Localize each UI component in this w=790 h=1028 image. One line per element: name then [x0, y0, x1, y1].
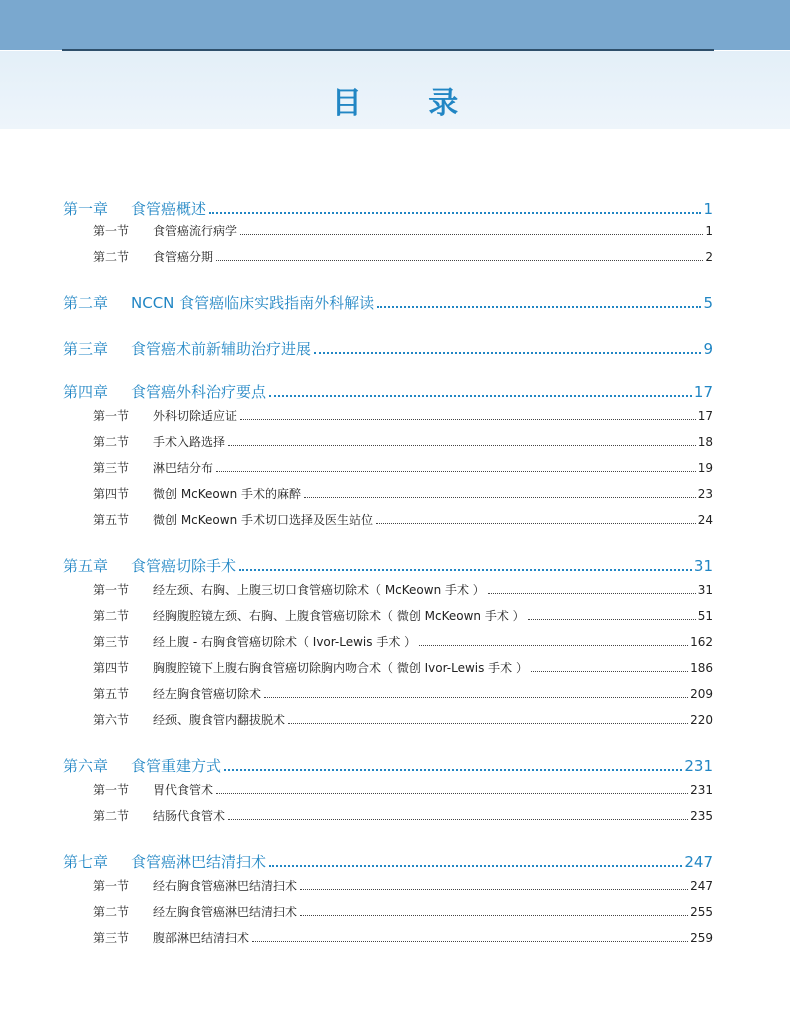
- toc-section-entry[interactable]: [93, 807, 713, 825]
- toc-entry-number: 第三节: [93, 635, 130, 649]
- toc-entry-title: 胃代食管术: [153, 783, 214, 797]
- toc-page-number: 24: [697, 513, 713, 527]
- dot-leader: [264, 697, 688, 698]
- dot-leader: [488, 593, 696, 594]
- toc-chapter-entry[interactable]: [63, 555, 713, 577]
- page-title: 目 录: [331, 86, 487, 121]
- toc-section-entry[interactable]: [93, 581, 713, 599]
- toc-entry-title: 腹部淋巴结清扫术: [153, 931, 250, 945]
- toc-entry-title: 微创 McKeown 手术切口选择及医生站位: [153, 513, 373, 527]
- toc-entry-title: 经颈、腹食管内翻拔脱术: [153, 713, 286, 727]
- toc-page-number: 5: [703, 294, 713, 312]
- toc-entry-title: 经左颈、右胸、上腹三切口食管癌切除术（ McKeown 手术 ）: [153, 583, 485, 597]
- dot-leader: [216, 793, 688, 794]
- dot-leader: [228, 445, 696, 446]
- toc-section-entry[interactable]: [93, 459, 713, 477]
- toc-entry-number: 第三章: [63, 340, 109, 358]
- dot-leader: [377, 306, 701, 308]
- toc-page-number: 1: [703, 200, 713, 218]
- dot-leader: [314, 352, 701, 354]
- toc-section-entry[interactable]: [93, 433, 713, 451]
- toc-entry-title: 淋巴结分布: [153, 461, 214, 475]
- toc-section-entry[interactable]: [93, 633, 713, 651]
- toc-entry-number: 第二节: [93, 809, 130, 823]
- toc-entry-number: 第四节: [93, 661, 130, 675]
- dot-leader: [269, 865, 682, 867]
- dot-leader: [239, 569, 692, 571]
- toc-entry-title: NCCN 食管癌临床实践指南外科解读: [131, 294, 375, 312]
- top-color-band: [0, 0, 790, 50]
- toc-entry-number: 第一节: [93, 409, 130, 423]
- toc-page-number: 1: [705, 224, 713, 238]
- toc-entry-title: 外科切除适应证: [153, 409, 238, 423]
- toc-entry-title: 经胸腹腔镜左颈、右胸、上腹食管癌切除术（ 微创 McKeown 手术 ）: [153, 609, 525, 623]
- dot-leader: [224, 769, 682, 771]
- dot-leader: [209, 212, 701, 214]
- toc-entry-title: 经左胸食管癌切除术: [153, 687, 262, 701]
- toc-entry-number: 第一节: [93, 879, 130, 893]
- toc-page-number: 51: [697, 609, 713, 623]
- toc-page-number: 17: [693, 383, 713, 401]
- toc-entry-number: 第二节: [93, 435, 130, 449]
- toc-entry-title: 食管癌切除手术: [131, 557, 237, 575]
- toc-entry-number: 第二节: [93, 609, 130, 623]
- toc-page-number: 31: [697, 583, 713, 597]
- toc-section-entry[interactable]: [93, 485, 713, 503]
- dot-leader: [531, 671, 688, 672]
- toc-entry-title: 经左胸食管癌淋巴结清扫术: [153, 905, 298, 919]
- toc-page-number: 19: [697, 461, 713, 475]
- toc-page-number: 18: [697, 435, 713, 449]
- dot-leader: [216, 260, 703, 261]
- toc-page-number: 9: [703, 340, 713, 358]
- toc-page-number: 31: [693, 557, 713, 575]
- dot-leader: [300, 915, 688, 916]
- dot-leader: [300, 889, 688, 890]
- toc-entry-title: 食管癌流行病学: [153, 224, 238, 238]
- toc-section-entry[interactable]: [93, 511, 713, 529]
- toc-entry-number: 第二章: [63, 294, 109, 312]
- toc-section-entry[interactable]: [93, 929, 713, 947]
- toc-entry-title: 食管癌术前新辅助治疗进展: [131, 340, 312, 358]
- toc-entry-number: 第六章: [63, 757, 109, 775]
- toc-entry-number: 第一节: [93, 583, 130, 597]
- toc-entry-title: 食管癌分期: [153, 250, 214, 264]
- toc-page-number: 209: [690, 687, 713, 701]
- toc-page-number: 231: [684, 757, 713, 775]
- dot-leader: [252, 941, 688, 942]
- toc-entry-number: 第六节: [93, 713, 130, 727]
- toc-section-entry[interactable]: [93, 659, 713, 677]
- dot-leader: [288, 723, 688, 724]
- toc-page-number: 247: [684, 853, 713, 871]
- toc-entry-number: 第二节: [93, 905, 130, 919]
- toc-page-number: 259: [690, 931, 713, 945]
- toc-page-number: 220: [690, 713, 713, 727]
- toc-entry-number: 第七章: [63, 853, 109, 871]
- toc-section-entry[interactable]: [93, 222, 713, 240]
- dot-leader: [376, 523, 696, 524]
- toc-entry-title: 经右胸食管癌淋巴结清扫术: [153, 879, 298, 893]
- dot-leader: [216, 471, 696, 472]
- dot-leader: [304, 497, 696, 498]
- toc-section-entry[interactable]: [93, 407, 713, 425]
- dot-leader: [528, 619, 696, 620]
- toc-entry-title: 结肠代食管术: [153, 809, 226, 823]
- toc-entry-title: 食管癌外科治疗要点: [131, 383, 267, 401]
- toc-entry-number: 第四节: [93, 487, 130, 501]
- dot-leader: [240, 234, 703, 235]
- toc-page-number: 235: [690, 809, 713, 823]
- toc-entry-number: 第五节: [93, 687, 130, 701]
- toc-entry-title: 胸腹腔镜下上腹右胸食管癌切除胸内吻合术（ 微创 Ivor-Lewis 手术 ）: [153, 661, 528, 675]
- toc-entry-title: 食管重建方式: [131, 757, 222, 775]
- toc-section-entry[interactable]: [93, 711, 713, 729]
- toc-page-number: 162: [690, 635, 713, 649]
- toc-page-number: 17: [697, 409, 713, 423]
- toc-section-entry[interactable]: [93, 781, 713, 799]
- toc-chapter-entry[interactable]: [63, 292, 713, 314]
- dot-leader: [228, 819, 688, 820]
- toc-chapter-entry[interactable]: [63, 755, 713, 777]
- toc-entry-title: 微创 McKeown 手术的麻醉: [153, 487, 301, 501]
- toc-page-number: 247: [690, 879, 713, 893]
- toc-entry-number: 第一节: [93, 224, 130, 238]
- toc-entry-number: 第三节: [93, 461, 130, 475]
- toc-chapter-entry[interactable]: [63, 381, 713, 403]
- toc-section-entry[interactable]: [93, 607, 713, 625]
- toc-page-number: 23: [697, 487, 713, 501]
- toc-entry-number: 第五章: [63, 557, 109, 575]
- toc-section-entry[interactable]: [93, 903, 713, 921]
- toc-section-entry[interactable]: [93, 685, 713, 703]
- toc-page-number: 2: [705, 250, 713, 264]
- toc-chapter-entry[interactable]: [63, 198, 713, 220]
- dot-leader: [240, 419, 696, 420]
- toc-page-number: 255: [690, 905, 713, 919]
- toc-entry-number: 第四章: [63, 383, 109, 401]
- toc-entry-title: 食管癌淋巴结清扫术: [131, 853, 267, 871]
- toc-entry-number: 第一章: [63, 200, 109, 218]
- toc-page-number: 231: [690, 783, 713, 797]
- toc-entry-number: 第一节: [93, 783, 130, 797]
- dot-leader: [419, 645, 688, 646]
- toc-page-number: 186: [690, 661, 713, 675]
- toc-entry-title: 经上腹 - 右胸食管癌切除术（ Ivor-Lewis 手术 ）: [153, 635, 417, 649]
- toc-chapter-entry[interactable]: [63, 851, 713, 873]
- toc-entry-number: 第五节: [93, 513, 130, 527]
- toc-chapter-entry[interactable]: [63, 338, 713, 360]
- toc-entry-number: 第二节: [93, 250, 130, 264]
- toc-section-entry[interactable]: [93, 248, 713, 266]
- toc-entry-title: 手术入路选择: [153, 435, 226, 449]
- toc-entry-title: 食管癌概述: [131, 200, 207, 218]
- toc-section-entry[interactable]: [93, 877, 713, 895]
- dot-leader: [269, 395, 692, 397]
- toc-entry-number: 第三节: [93, 931, 130, 945]
